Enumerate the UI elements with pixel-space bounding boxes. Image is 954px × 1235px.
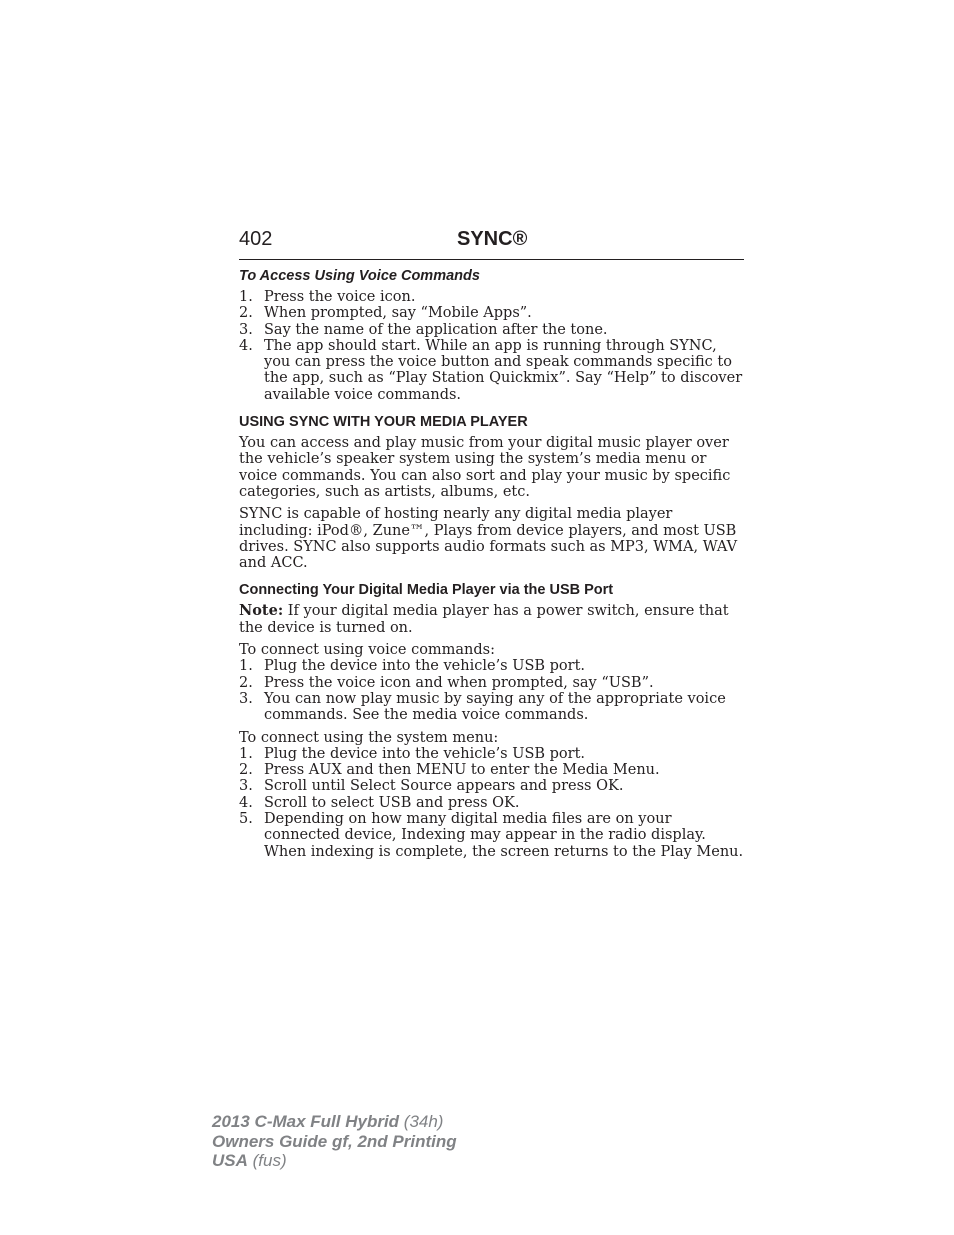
list-item	[239, 778, 744, 794]
page-header	[239, 228, 744, 260]
media-player-paragraph-2: SYNC is capable of hosting nearly any digital media player including: iPod®, Zune™, Plays from device players, and most USB drives. SYNC also supports audio formats such as MP3, WMA, WAV and ACC.	[239, 506, 738, 572]
step-text: Scroll until Select Source appears and press OK.	[264, 778, 624, 795]
step-text: Press the voice icon and when prompted, say “USB”.	[264, 674, 654, 691]
step-number: 2.	[239, 674, 253, 691]
step-number: 3.	[239, 690, 253, 707]
step-number: 2.	[239, 762, 253, 779]
list-item	[239, 795, 744, 811]
list-item	[239, 762, 744, 778]
step-text: Say the name of the application after the tone.	[264, 321, 608, 338]
step-number: 2.	[239, 305, 253, 322]
step-number: 5.	[239, 811, 253, 828]
section-title: SYNC®	[457, 228, 528, 250]
step-text: Scroll to select USB and press OK.	[264, 794, 520, 811]
usb-note	[239, 603, 744, 636]
footer-model-code: (34h)	[399, 1112, 444, 1131]
list-item	[239, 305, 744, 321]
footer-market-code: (fus)	[247, 1151, 287, 1170]
media-player-paragraph-1: You can access and play music from your digital music player over the vehicle’s speaker system using the system’s media menu or voice commands. You can also sort and play your music by specific categories, such as artists, albums, etc.	[239, 435, 731, 500]
step-text: You can now play music by saying any of the appropriate voice commands. See the media voice commands.	[264, 690, 726, 724]
note-text: If your digital media player has a power switch, ensure that the device is turned on.	[239, 603, 729, 636]
step-number: 1.	[239, 745, 253, 762]
step-text: Plug the device into the vehicle’s USB port.	[264, 658, 586, 675]
step-number: 3.	[239, 778, 253, 795]
step-text: Press the voice icon.	[264, 289, 416, 305]
footer-line-2	[212, 1132, 457, 1152]
footer-line-1	[212, 1112, 457, 1132]
footer-model: 2013 C-Max Full Hybrid	[212, 1112, 400, 1131]
list-item	[239, 338, 744, 403]
step-number: 4.	[239, 794, 253, 811]
menu-connect-steps	[239, 746, 744, 860]
footer-market: USA	[212, 1151, 248, 1170]
step-number: 4.	[239, 337, 253, 354]
list-item	[239, 691, 744, 724]
step-number: 3.	[239, 321, 253, 338]
usb-port-heading: Connecting Your Digital Media Player via the USB Port	[239, 582, 614, 599]
voice-connect-steps	[239, 658, 744, 723]
voice-connect-intro: To connect using voice commands:	[239, 642, 496, 659]
voice-commands-heading: To Access Using Voice Commands	[239, 268, 480, 284]
list-item	[239, 811, 744, 860]
footer-guide: Owners Guide gf, 2nd Printing	[212, 1131, 457, 1151]
list-item	[239, 675, 744, 691]
step-number: 1.	[239, 658, 253, 675]
footer-line-3	[212, 1151, 457, 1171]
step-text: Plug the device into the vehicle’s USB port.	[264, 745, 586, 762]
list-item	[239, 746, 744, 762]
voice-commands-steps	[239, 289, 744, 403]
step-number: 1.	[239, 289, 253, 305]
list-item	[239, 322, 744, 338]
media-player-heading: USING SYNC WITH YOUR MEDIA PLAYER	[239, 414, 528, 431]
list-item	[239, 658, 744, 674]
page-footer	[212, 1112, 457, 1171]
menu-connect-intro: To connect using the system menu:	[239, 729, 499, 746]
page-number: 402	[239, 228, 273, 250]
step-text: Press AUX and then MENU to enter the Media Menu.	[264, 762, 660, 779]
step-text: When prompted, say “Mobile Apps”.	[264, 305, 532, 322]
list-item	[239, 289, 744, 305]
step-text: The app should start. While an app is running through SYNC, you can press the voice button and speak commands specific to the app, such as “Play Station Quickmix”. Say “Help” to discover available voice commands.	[264, 337, 743, 403]
note-label: Note:	[239, 602, 284, 620]
step-text: Depending on how many digital media files are on your connected device, Indexing may appear in the radio display. When indexing is complete, the screen returns to the Play Menu.	[264, 811, 744, 860]
page-content	[239, 228, 744, 866]
